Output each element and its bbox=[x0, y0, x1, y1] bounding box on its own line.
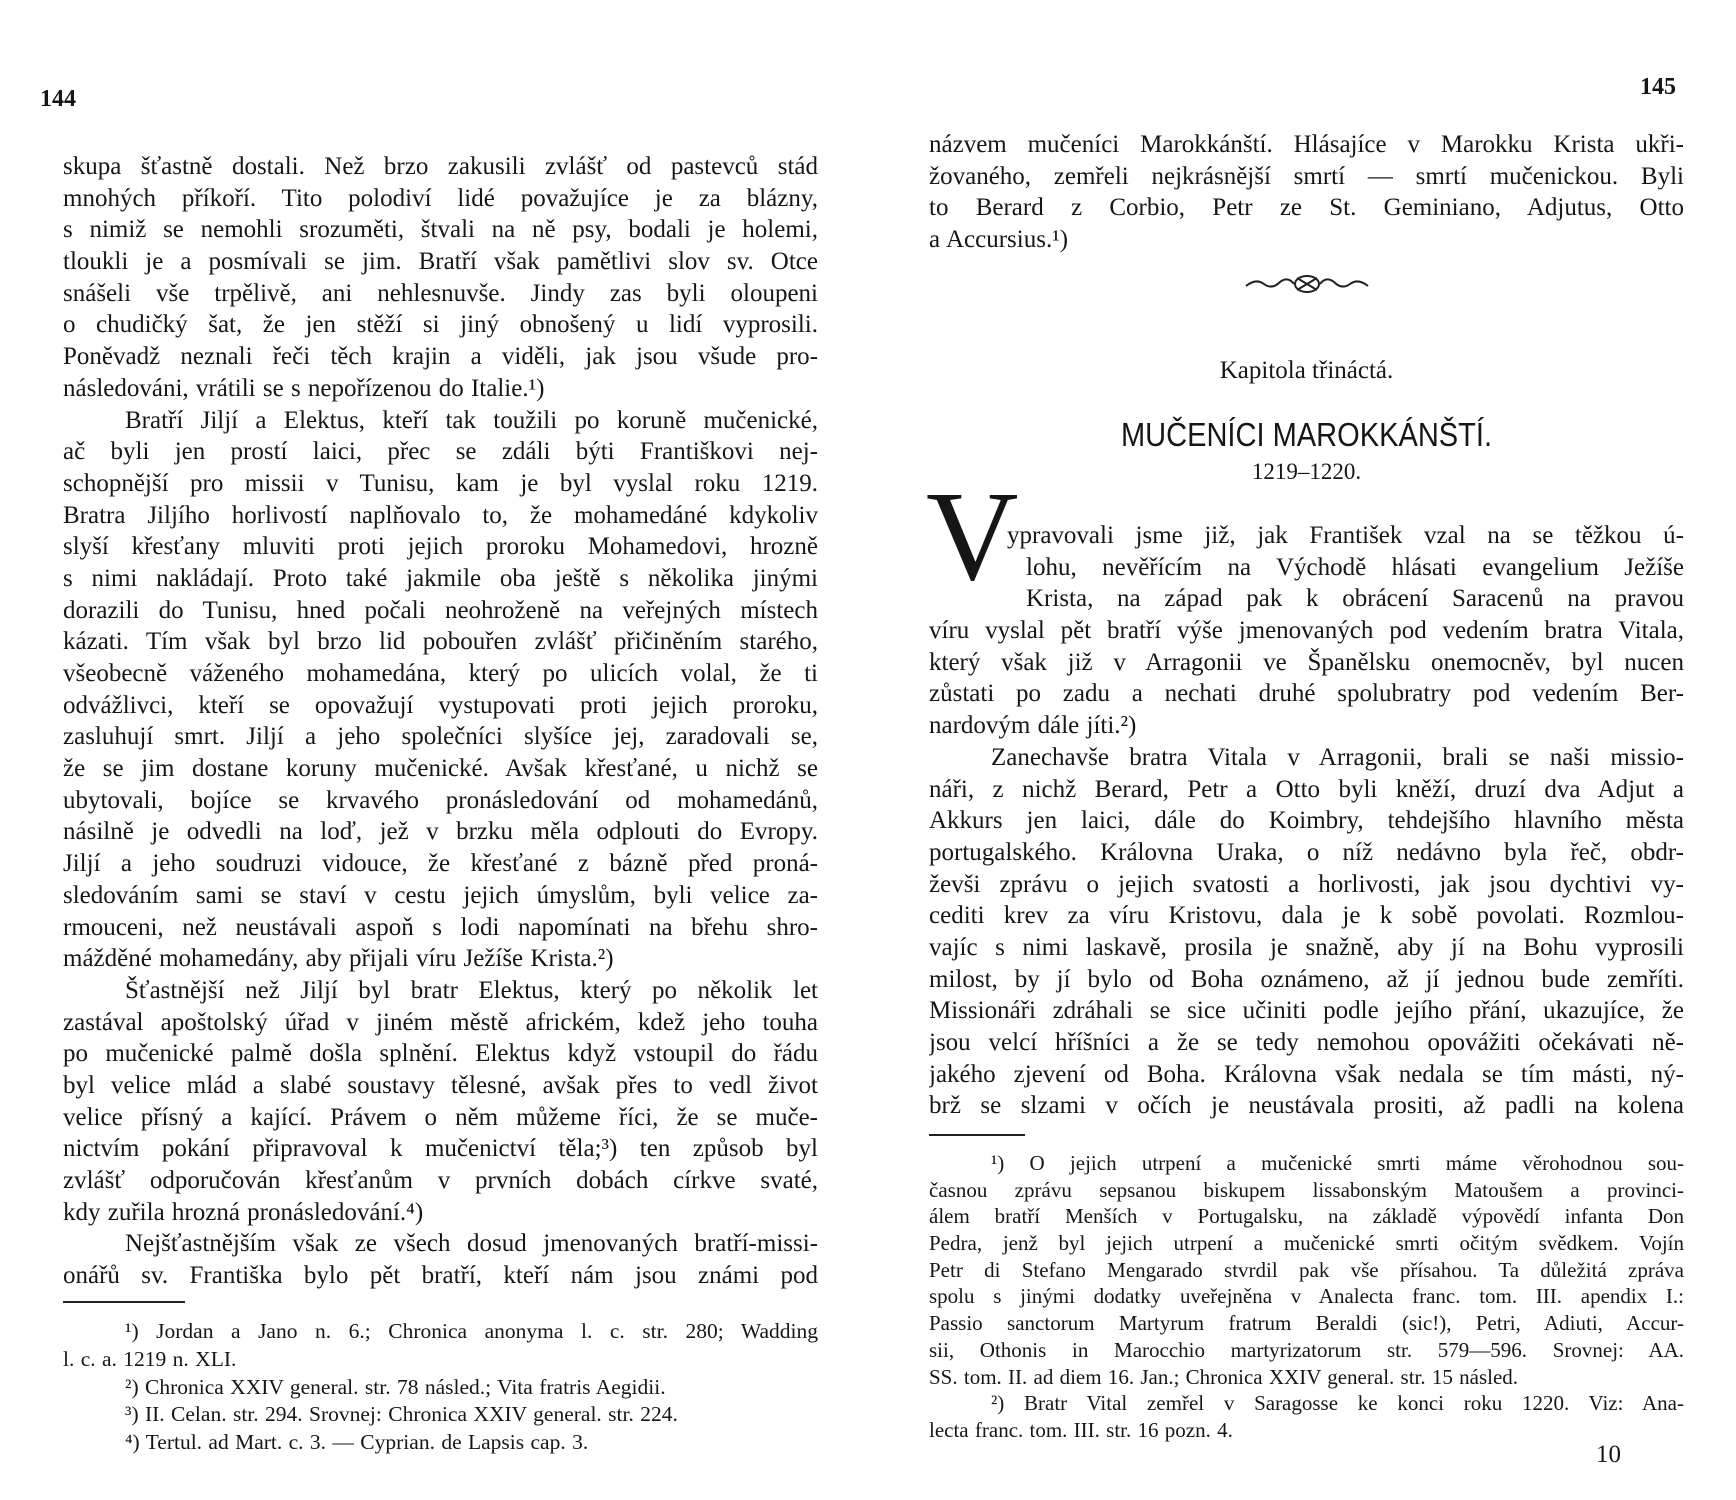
text-line: ubytovali, bojíce se krvavého pronásledování od mohamedánů, bbox=[63, 786, 818, 814]
text-line: o chudičký šat, že jen stěží si jiný obnošený u lidí vyprosili. bbox=[63, 311, 818, 339]
paragraph bbox=[929, 742, 1684, 1122]
right-page-body bbox=[929, 520, 1684, 1122]
paragraph bbox=[63, 975, 818, 1229]
text-line: Petr di Stefano Mengarado stvrdil pak vše přísahou. Ta důležitá zpráva bbox=[929, 1257, 1684, 1282]
text-line: ²) Chronica XXIV general. str. 78 násled.; Vita fratris Aegidii. bbox=[125, 1374, 666, 1399]
text-line: kázati. Tím však byl brzo lid pobouřen zvlášť přičiněním starého, bbox=[63, 628, 818, 656]
text-line: cediti krev za víru Kristovu, dala je k sobě povolati. Rozmlou- bbox=[929, 902, 1684, 930]
text-line: velice přísný a kající. Právem o něm můžeme říci, že se muče- bbox=[63, 1103, 818, 1131]
text-line: víru vyslal pět bratří výše jmenovaných pod vedením bratra Vitala, bbox=[929, 617, 1684, 645]
text-line: nictvím pokání připravoval k mučenictví těla;³) ten způsob byl bbox=[63, 1135, 818, 1163]
text-line: Bratří Jiljí a Elektus, kteří tak toužili po koruně mučenické, bbox=[125, 406, 818, 434]
text-line: rmouceni, než neustávali aspoň s lodi napomínati na břehu shro- bbox=[63, 913, 818, 941]
text-line: brž se slzami v očích je neustávala prositi, až padli na kolena bbox=[929, 1092, 1684, 1120]
footnote-divider bbox=[929, 1134, 1025, 1136]
chapter-years: 1219–1220. bbox=[1251, 459, 1362, 484]
section-ornament bbox=[929, 270, 1684, 303]
text-line: Krista, na západ pak k obrácení Saracenů na pravou bbox=[1026, 585, 1684, 613]
text-line: jsou velcí hříšníci a že se tedy nemohou opovážiti očekávati ně- bbox=[929, 1029, 1684, 1056]
text-line: zůstati po zadu a nechati druhé spolubratry pod vedením Ber- bbox=[929, 680, 1684, 708]
text-line: lecta franc. tom. III. str. 16 pozn. 4. bbox=[929, 1417, 1233, 1442]
text-line: ževši zprávu o jejich svatosti a horlivosti, jak jsou dychtivi vy- bbox=[929, 870, 1684, 898]
text-line: ¹) Jordan a Jano n. 6.; Chronica anonyma l. c. str. 280; Wadding bbox=[125, 1319, 818, 1343]
text-line: to Berard z Corbio, Petr ze St. Geminiano, Adjutus, Otto bbox=[929, 194, 1684, 222]
text-line: Nejšťastnějším však ze všech dosud jmenovaných bratří-missi- bbox=[125, 1230, 818, 1258]
text-line: Bratra Jiljího horlivostí naplňovalo to, že mohamedáné kdykoliv bbox=[63, 501, 818, 529]
left-page-body bbox=[63, 151, 818, 1292]
text-line: portugalského. Královna Uraka, o níž nedávno byla řeč, obdr- bbox=[929, 838, 1684, 866]
footnote bbox=[63, 1429, 818, 1457]
paragraph bbox=[63, 405, 818, 975]
footnote bbox=[63, 1401, 818, 1429]
text-line: spolu s jinými dodatky uveřejněna v Analecta franc. tom. III. apendix I.: bbox=[929, 1284, 1684, 1309]
text-line: který však již v Arragonii ve Španělsku onemocněv, byl nucen bbox=[929, 648, 1684, 676]
text-line: ač byli jen prostí laici, přec se zdáli býti Františkovi nej- bbox=[63, 438, 818, 466]
footnote-divider bbox=[63, 1301, 185, 1303]
page-number-right: 145 bbox=[1640, 74, 1676, 100]
text-line: ²) Bratr Vital zemřel v Saragosse ke konci roku 1220. Viz: Ana- bbox=[991, 1391, 1684, 1416]
text-line: zasluhují smrt. Jiljí a jeho společníci slyšíce jej, zaradovali se, bbox=[63, 723, 818, 751]
text-line: názvem mučeníci Marokkánští. Hlásajíce v Marokku Krista ukři- bbox=[929, 131, 1684, 158]
text-line: skupa šťastně dostali. Než brzo zakusili zvlášť od pastevců stád bbox=[63, 153, 818, 180]
text-line: jakého zjevení od Boha. Královna však nedala se tím másti, ný- bbox=[929, 1060, 1684, 1088]
chapter-title: MUČENÍCI MAROKKÁNŠTÍ. bbox=[1120, 416, 1493, 453]
text-line: mážděné mohamedány, aby přijali víru Ježíše Krista.²) bbox=[63, 945, 614, 973]
text-line: s nimiž se nemohli srozuměti, štvali na ně psy, bodali je holemi, bbox=[63, 216, 818, 244]
text-line: ypravovali jsme již, jak František vzal na se těžkou ú- bbox=[1007, 522, 1684, 549]
text-line: Jiljí a jeho soudruzi vidouce, že křesťané z bázně před proná- bbox=[63, 850, 818, 878]
text-line: Pedra, jenž byl jejich utrpení a mučenické smrti očitým svědkem. Vojín bbox=[929, 1231, 1684, 1256]
right-footnotes bbox=[929, 1150, 1684, 1444]
text-line: Passio sanctorum Martyrum fratrum Beraldi (sic!), Petri, Adiuti, Accur- bbox=[929, 1311, 1684, 1336]
text-line: Missionáři zdráhali se sice učiniti podle jejího přání, ukazujíce, že bbox=[929, 997, 1684, 1025]
text-line: že se jim dostane koruny mučenické. Avšak křesťané, u nichž se bbox=[63, 755, 818, 783]
text-line: kdy zuřila hrozná pronásledování.⁴) bbox=[63, 1198, 424, 1226]
text-line: ⁴) Tertul. ad Mart. c. 3. — Cyprian. de Lapsis cap. 3. bbox=[125, 1430, 589, 1455]
ornament-flourish-icon bbox=[1242, 270, 1372, 298]
text-line: l. c. a. 1219 n. XLI. bbox=[63, 1346, 237, 1371]
text-line: sledováním sami se staví v cestu jejich úmyslům, byli velice za- bbox=[63, 881, 818, 909]
text-line: následováni, vrátili se s nepořízenou do Italie.¹) bbox=[63, 374, 545, 402]
text-line: byl velice mlád a slabé soustavy tělesné, avšak přes to vedl život bbox=[63, 1071, 818, 1099]
text-line: násilně je odvedli na loď, jež v brzku měla odplouti do Evropy. bbox=[63, 818, 818, 846]
text-line: časnou zprávu sepsanou biskupem lissabonským Matoušem a provinci- bbox=[929, 1177, 1684, 1202]
footnote bbox=[63, 1374, 818, 1402]
footnote bbox=[929, 1390, 1684, 1443]
text-line: náři, z nichž Berard, Petr a Otto byli kněží, druzí dva Adjut a bbox=[929, 775, 1684, 803]
page-number-left: 144 bbox=[40, 86, 76, 112]
text-line: milost, by jí bylo od Boha oznámeno, až jí jednou bude zemříti. bbox=[929, 965, 1684, 993]
text-line: SS. tom. II. ad diem 16. Jan.; Chronica XXIV general. str. 15 násled. bbox=[929, 1364, 1519, 1389]
text-line: Šťastnější než Jiljí byl bratr Elektus, který po několik let bbox=[125, 976, 818, 1004]
text-line: ¹) O jejich utrpení a mučenické smrti máme věrohodnou sou- bbox=[991, 1151, 1684, 1175]
text-line: vajíc s nimi laskavě, prosila je snažně, aby jí na Bohu vyprosili bbox=[929, 933, 1684, 961]
text-line: schopnější pro missii v Tunisu, kam je byl vyslal roku 1219. bbox=[63, 469, 818, 497]
text-line: dorazili do Tunisu, hned počali neohroženě na veřejných místech bbox=[63, 596, 818, 624]
paragraph bbox=[63, 151, 818, 405]
text-line: po mučenické palmě došla splnění. Elektus když vstoupil do řádu bbox=[63, 1040, 818, 1068]
footnote bbox=[63, 1318, 818, 1374]
footnote bbox=[929, 1150, 1684, 1390]
left-footnotes bbox=[63, 1318, 818, 1457]
text-line: sii, Othonis in Marocchio martyrizatorum str. 579—596. Srovnej: AA. bbox=[929, 1337, 1684, 1362]
text-line: álem bratří Menších v Portugalsku, na základě výpovědí infanta Don bbox=[929, 1204, 1684, 1229]
paragraph bbox=[929, 520, 1684, 742]
text-line: Zanechavše bratra Vitala v Arragonii, brali se naši missio- bbox=[991, 743, 1684, 771]
text-line: Poněvadž neznali řeči těch krajin a viděli, jak jsou všude pro- bbox=[63, 343, 818, 371]
text-line: ³) II. Celan. str. 294. Srovnej: Chronica XXIV general. str. 224. bbox=[125, 1402, 678, 1427]
right-page-top-paragraph bbox=[929, 129, 1684, 256]
drop-cap: V bbox=[926, 465, 1019, 607]
text-line: a Accursius.¹) bbox=[929, 226, 1069, 254]
text-line: nardovým dále jíti.²) bbox=[929, 712, 1137, 740]
text-line: odvážlivci, kteří se opovažují vystupovati proti jejich proroku, bbox=[63, 691, 818, 719]
text-line: snášeli vše trpělivě, ani nehlesnuvše. Jindy zas byli oloupeni bbox=[63, 279, 818, 307]
text-line: zvlášť odporučován křesťanům v prvních dobách církve svaté, bbox=[63, 1167, 818, 1194]
text-line: tloukli je a posmívali se jim. Bratří však pamětlivi slov sv. Otce bbox=[63, 248, 818, 276]
text-line: lohu, nevěřícím na Východě hlásati evangelium Ježíše bbox=[1026, 553, 1684, 581]
text-line: onářů sv. Františka bylo pět bratří, kteří nám jsou známi pod bbox=[63, 1262, 818, 1290]
paragraph bbox=[63, 1228, 818, 1291]
text-line: žovaného, zemřeli nejkrásnější smrtí — smrtí mučenickou. Byli bbox=[929, 162, 1684, 190]
signature-mark: 10 bbox=[1596, 1441, 1621, 1468]
text-line: všeobecně váženého mohamedána, který po ulicích volal, že ti bbox=[63, 660, 818, 687]
text-line: mnohých příkoří. Tito polodiví lidé považujíce je za blázny, bbox=[63, 184, 818, 212]
text-line: Akkurs jen laici, dále do Koimbry, tehdejšího hlavního města bbox=[929, 807, 1684, 835]
text-line: slyší křesťany mluviti proti jejich proroku Mohamedovi, hrozně bbox=[63, 533, 818, 561]
text-line: s nimi nakládají. Proto také jakmile oba ještě s několika jinými bbox=[63, 564, 818, 592]
chapter-label: Kapitola třináctá. bbox=[1219, 357, 1394, 384]
text-line: zastával apoštolský úřad v jiném městě africkém, kdež jeho touha bbox=[63, 1008, 818, 1036]
